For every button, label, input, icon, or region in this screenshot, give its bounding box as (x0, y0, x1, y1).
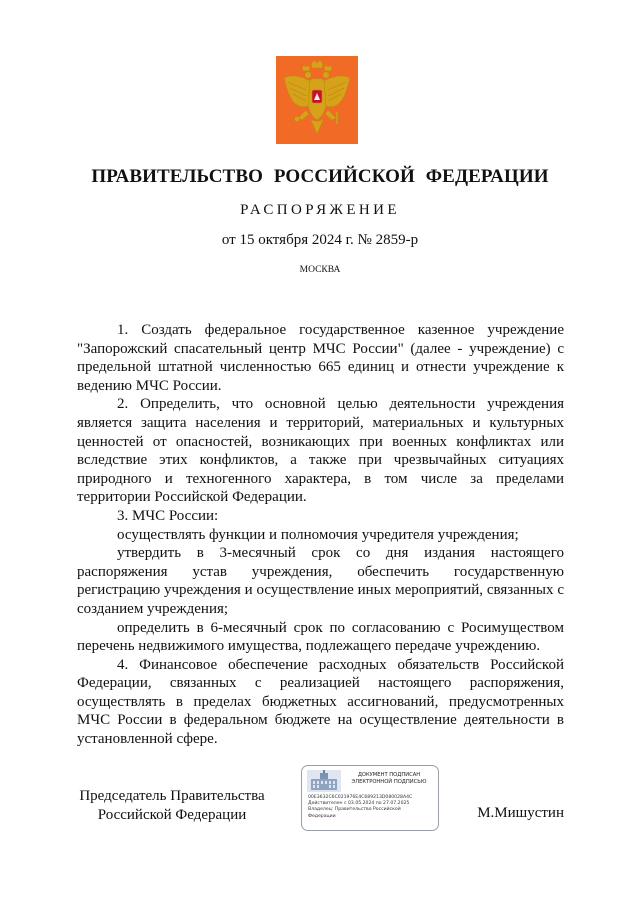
government-building-icon (307, 770, 341, 792)
document-city: МОСКВА (299, 265, 341, 275)
paragraph-3-item-3: определить в 6-месячный срок по согласованию с Росимуществом перечень недвижимого имущества, подлежащего передаче учреждению. (77, 619, 564, 655)
electronic-signature-stamp (301, 765, 439, 831)
stamp-details (308, 795, 436, 820)
stamp-title-line-2: ЭЛЕКТРОННОЙ ПОДПИСЬЮ (351, 779, 427, 785)
stamp-validity: Действителен с 03.05.2024 по 27.07.2025 (308, 801, 410, 807)
signatory-name: М.Мишустин (477, 805, 564, 821)
signatory-position-line-2: Российской Федерации (97, 806, 247, 823)
coat-of-arms-emblem (276, 56, 358, 144)
paragraph-3-item-2: утвердить в 3-месячный срок со дня издания настоящего распоряжения устав учреждения, обеспечить государственную регистрацию учреждения и осуществление иных мероприятий, связанных с созданием учреждения; (77, 545, 564, 617)
stamp-certificate: 00E3632C6C021976E4C689213D080028A4C (308, 795, 413, 800)
paragraph-3-item-1: осуществлять функции и полномочия учредителя учреждения; (117, 526, 519, 543)
paragraph-2: 2. Определить, что основной целью деятельности учреждения является защита населения и территорий, материальных и культурных ценностей от опасностей, возникающих при военных конфликтах или вследствие этих конфликтов, а также при чрезвычайных ситуациях природного и техногенного характера, в том числе за пределами территории Российской Федерации. (77, 396, 564, 506)
document-body (77, 321, 564, 749)
signatory-position-line-1: Председатель Правительства (79, 788, 265, 804)
document-type: РАСПОРЯЖЕНИЕ (240, 202, 400, 218)
paragraph-3: 3. МЧС России: (117, 507, 219, 524)
stamp-title (342, 772, 436, 786)
government-title: ПРАВИТЕЛЬСТВО РОССИЙСКОЙ ФЕДЕРАЦИИ (91, 166, 549, 187)
signatory-position (77, 787, 267, 824)
document-date-number: от 15 октября 2024 г. № 2859-р (221, 232, 419, 248)
stamp-title-line-1: ДОКУМЕНТ ПОДПИСАН (357, 772, 421, 778)
paragraph-4: 4. Финансовое обеспечение расходных обязательств Российской Федерации, связанных с реализацией настоящего распоряжения, осуществлять в пределах бюджетных ассигнований, предусмотренных МЧС России в федеральном бюджете на осуществление деятельности в установленной сфере. (77, 656, 564, 748)
stamp-owner-line-1: Владелец: Правительство Российской (308, 807, 401, 813)
paragraph-1: 1. Создать федеральное государственное казенное учреждение "Запорожский спасательный центр МЧС России" (далее - учреждение) с предельной штатной численностью 665 единиц и отнести учреждение к ведению МЧС России. (77, 322, 564, 394)
stamp-owner-line-2: Федерации (308, 813, 336, 819)
